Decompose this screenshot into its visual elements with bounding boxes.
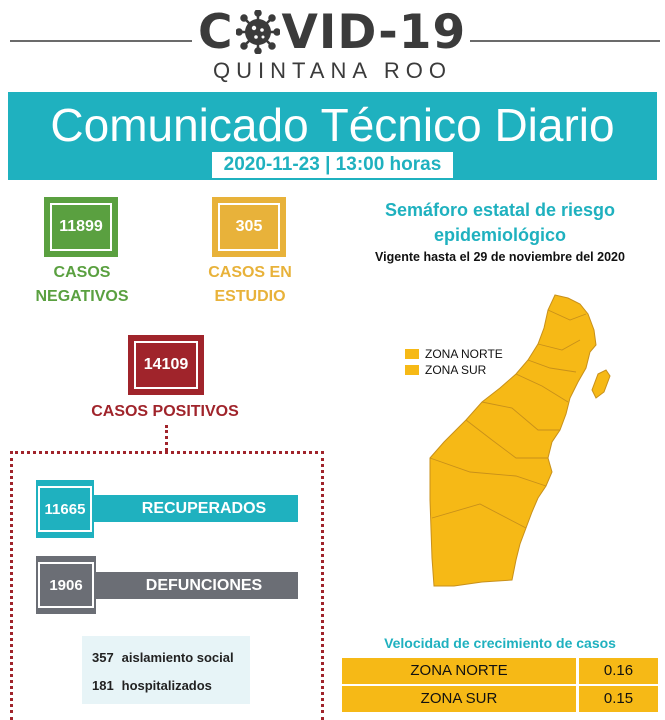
aislamiento-row xyxy=(92,650,234,665)
recuperados-label: RECUPERADOS xyxy=(141,499,267,517)
defunciones-box xyxy=(36,556,96,614)
virus-icon xyxy=(236,10,280,54)
negativos-label-line2: NEGATIVOS xyxy=(35,288,129,305)
quintana-roo-map xyxy=(420,290,620,590)
positivos-label: CASOS POSITIVOS xyxy=(91,403,239,420)
connector-horizontal xyxy=(10,451,324,454)
header-line-right xyxy=(470,40,660,42)
logo-text-vid19: VID-19 xyxy=(281,4,467,60)
hospitalizados-value: 181 xyxy=(92,678,114,693)
velocidad-valor-sur: 0.15 xyxy=(603,690,634,707)
connector-vertical xyxy=(165,425,168,451)
connector-left xyxy=(10,451,13,720)
velocidad-valor-norte: 0.16 xyxy=(603,662,634,679)
banner-title: Comunicado Técnico Diario xyxy=(50,99,615,151)
map-island-cozumel xyxy=(592,370,610,398)
semaforo-title-line1: Semáforo estatal de riesgo xyxy=(384,200,616,220)
legend-swatch-norte xyxy=(405,349,419,359)
banner-date: 2020-11-23 | 13:00 horas xyxy=(212,152,454,178)
legend-swatch-sur xyxy=(405,365,419,375)
defunciones-label: DEFUNCIONES xyxy=(145,576,263,594)
velocidad-zona-sur: ZONA SUR xyxy=(420,690,498,707)
map-state-shape xyxy=(430,295,596,586)
estudio-label xyxy=(188,261,312,309)
legend-label-sur: ZONA SUR xyxy=(425,363,487,377)
velocidad-row-sur xyxy=(342,686,658,712)
positivos-box xyxy=(128,335,204,395)
detalle-box xyxy=(82,636,250,704)
velocidad-zona-norte: ZONA NORTE xyxy=(410,662,508,679)
estudio-label-line2: ESTUDIO xyxy=(214,288,286,305)
connector-right xyxy=(321,451,324,720)
negativos-label xyxy=(20,261,144,309)
semaforo-title xyxy=(350,198,650,248)
hospitalizados-label: hospitalizados xyxy=(121,678,212,693)
semaforo-title-line2: epidemiológico xyxy=(433,225,566,245)
positivos-value: 14109 xyxy=(143,356,189,373)
negativos-box xyxy=(44,197,118,257)
negativos-label-line1: CASOS xyxy=(53,264,111,281)
estudio-box xyxy=(212,197,286,257)
estudio-value: 305 xyxy=(235,218,263,235)
recuperados-value: 11665 xyxy=(44,500,86,518)
covid-logo xyxy=(198,2,478,62)
header-line-left xyxy=(10,40,192,42)
estudio-label-line1: CASOS EN xyxy=(208,264,292,281)
negativos-value: 11899 xyxy=(59,218,103,235)
banner-date-wrap xyxy=(0,152,665,178)
defunciones-value: 1906 xyxy=(49,576,83,594)
legend-label-norte: ZONA NORTE xyxy=(425,347,503,361)
recuperados-box xyxy=(36,480,94,538)
velocidad-title: Velocidad de crecimiento de casos xyxy=(384,635,616,651)
aislamiento-value: 357 xyxy=(92,650,114,665)
recuperados-bar xyxy=(60,495,298,522)
velocidad-row-norte xyxy=(342,658,658,684)
aislamiento-label: aislamiento social xyxy=(121,650,234,665)
semaforo-vigencia: Vigente hasta el 29 de noviembre del 2020 xyxy=(375,250,625,264)
hospitalizados-row xyxy=(92,678,212,693)
logo-text-c: C xyxy=(198,4,234,60)
subtitle: QUINTANA ROO xyxy=(212,58,453,83)
